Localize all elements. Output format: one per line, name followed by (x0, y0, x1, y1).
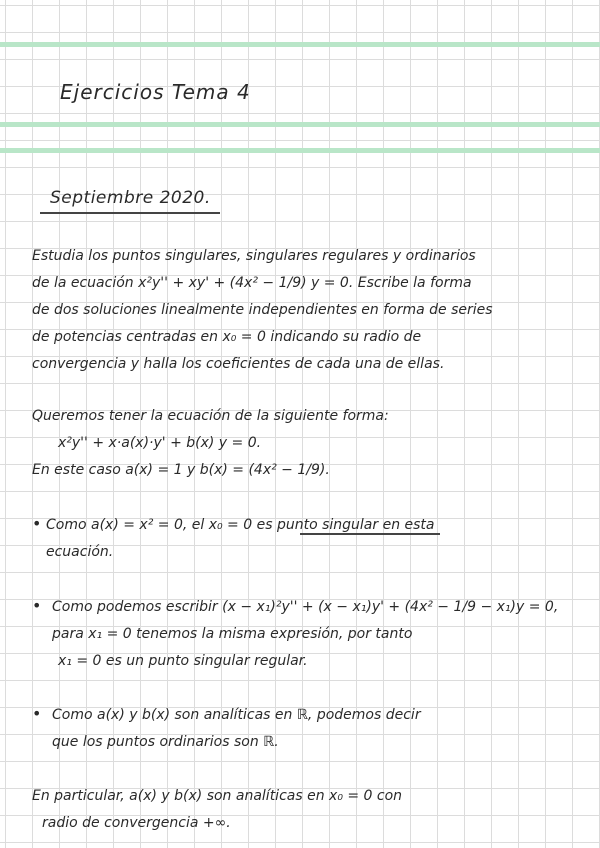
bullet-line: para x₁ = 0 tenemos la misma expresión, por tanto (52, 626, 413, 642)
problem-line: de potencias centradas en x₀ = 0 indicando su radio de (32, 329, 422, 345)
bullet-line: Como a(x) y b(x) son analíticas en ℝ, podemos decir (52, 707, 421, 723)
conclusion-line: radio de convergencia +∞. (42, 815, 231, 831)
section-heading: Septiembre 2020. (50, 188, 211, 208)
bullet-line: Como a(x) = x² = 0, el x₀ = 0 es punto singular en esta (46, 517, 435, 533)
form-intro: Queremos tener la ecuación de la siguiente forma: (32, 408, 389, 424)
bullet-line: x₁ = 0 es un punto singular regular. (58, 653, 308, 669)
form-case: En este caso a(x) = 1 y b(x) = (4x² − 1/9). (32, 462, 330, 478)
bullet-dot: • (32, 514, 42, 533)
bullet-line: Como podemos escribir (x − x₁)²y'' + (x − x₁)y' + (4x² − 1/9 − x₁)y = 0, (52, 599, 559, 615)
section-heading-underline (40, 212, 220, 214)
bullet-line: ecuación. (46, 544, 114, 560)
conclusion-line: En particular, a(x) y b(x) son analíticas en x₀ = 0 con (32, 788, 403, 804)
problem-line: convergencia y halla los coeficientes de cada una de ellas. (32, 356, 445, 372)
bullet-dot: • (32, 704, 42, 723)
problem-line: de dos soluciones linealmente independientes en forma de series (32, 302, 493, 318)
bullet-line: que los puntos ordinarios son ℝ. (52, 734, 279, 750)
form-equation: x²y'' + x·a(x)·y' + b(x) y = 0. (58, 435, 262, 451)
bullet-dot: • (32, 596, 42, 615)
problem-line: Estudia los puntos singulares, singulares regulares y ordinarios (32, 248, 476, 264)
header-band-top (0, 42, 600, 47)
problem-line: de la ecuación x²y'' + xy' + (4x² − 1/9) y = 0. Escribe la forma (32, 275, 472, 291)
singular-underline (300, 533, 440, 535)
header-band-middle (0, 122, 600, 127)
header-band-bottom (0, 148, 600, 153)
page-title: Ejercicios Tema 4 (60, 80, 251, 104)
